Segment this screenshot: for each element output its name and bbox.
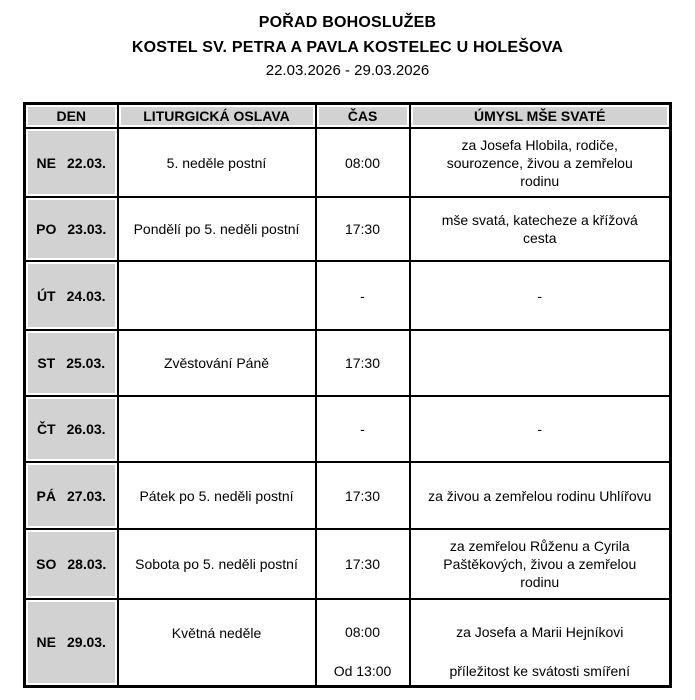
table-row-friday-27 <box>25 462 671 529</box>
table-row-thursday-26 <box>25 396 671 462</box>
day-date: 26.03. <box>66 421 106 437</box>
day-date: 24.03. <box>66 287 106 304</box>
time-cell: 17:30 <box>316 529 410 599</box>
table-header-row <box>25 104 671 129</box>
intention-cell: za živou a zemřelou rodinu Uhlířovu <box>410 462 671 529</box>
day-cell <box>25 128 118 197</box>
time-cell: 17:30 <box>316 330 410 396</box>
day-cell <box>25 599 118 686</box>
intention-cell: za zemřelou Růženu a Cyrila Paštěkových, živou a zemřelou rodinu <box>410 529 671 599</box>
column-header-day: DEN <box>25 104 118 129</box>
church-name: KOSTEL SV. PETRA A PAVLA KOSTELEC U HOLEŠOVA <box>131 39 564 56</box>
intention-cell: - <box>410 396 671 462</box>
table-row-monday-23 <box>25 197 671 261</box>
time-cell: 17:30 <box>316 462 410 529</box>
table-row-sunday-29 <box>25 599 671 686</box>
celebration-cell: 5. neděle postní <box>118 128 316 197</box>
table-row-tuesday-24 <box>25 261 671 330</box>
day-abbr: ÚT <box>36 287 56 304</box>
celebration-cell <box>118 396 316 462</box>
day-cell <box>25 529 118 599</box>
day-abbr: NE <box>36 154 56 171</box>
column-header-intention: ÚMYSL MŠE SVATÉ <box>410 104 671 129</box>
intention-entry-morning: za Josefa a Marii Hejníkovi <box>456 624 624 640</box>
day-abbr: SO <box>36 556 57 572</box>
time-cell <box>316 599 410 686</box>
celebration-cell: Pondělí po 5. neděli postní <box>118 197 316 261</box>
day-cell <box>25 462 118 529</box>
celebration-cell <box>118 261 316 330</box>
intention-cell: za Josefa Hlobila, rodiče, sourozence, živou a zemřelou rodinu <box>410 128 671 197</box>
time-entry-afternoon: Od 13:00 <box>333 663 392 679</box>
celebration-cell: Zvěstování Páně <box>118 330 316 396</box>
day-cell <box>25 330 118 396</box>
document-header <box>0 0 695 82</box>
intention-cell: - <box>410 261 671 330</box>
table-row-saturday-28 <box>25 529 671 599</box>
day-abbr: ČT <box>36 421 56 437</box>
column-header-celebration: LITURGICKÁ OSLAVA <box>118 104 316 129</box>
day-date: 23.03. <box>67 221 107 237</box>
intention-cell <box>410 599 671 686</box>
day-date: 25.03. <box>66 355 106 371</box>
day-abbr: PO <box>36 221 57 237</box>
intention-cell: mše svatá, katecheze a křížová cesta <box>410 197 671 261</box>
day-abbr: ST <box>37 355 56 371</box>
day-cell <box>25 396 118 462</box>
day-date: 29.03. <box>67 634 106 651</box>
date-range: 22.03.2026 - 29.03.2026 <box>265 62 430 79</box>
celebration-text: Květná neděle <box>171 625 262 641</box>
day-date: 27.03. <box>67 487 106 504</box>
time-cell: - <box>316 261 410 330</box>
day-date: 28.03. <box>67 556 107 572</box>
schedule-table <box>23 102 672 688</box>
celebration-cell: Pátek po 5. neděli postní <box>118 462 316 529</box>
day-cell <box>25 261 118 330</box>
celebration-cell: Sobota po 5. neděli postní <box>118 529 316 599</box>
table-row-sunday-22 <box>25 128 671 197</box>
celebration-cell <box>118 599 316 686</box>
intention-entry-afternoon: příležitost ke svátosti smíření <box>449 663 630 679</box>
time-cell: 08:00 <box>316 128 410 197</box>
day-abbr: PÁ <box>36 487 56 504</box>
day-cell <box>25 197 118 261</box>
day-date: 22.03. <box>67 154 106 171</box>
table-row-wednesday-25 <box>25 330 671 396</box>
column-header-time: ČAS <box>316 104 410 129</box>
time-entry-morning: 08:00 <box>344 624 381 640</box>
page-title: POŘAD BOHOSLUŽEB <box>258 14 437 31</box>
time-cell: 17:30 <box>316 197 410 261</box>
day-abbr: NE <box>36 634 56 651</box>
time-cell: - <box>316 396 410 462</box>
intention-cell <box>410 330 671 396</box>
